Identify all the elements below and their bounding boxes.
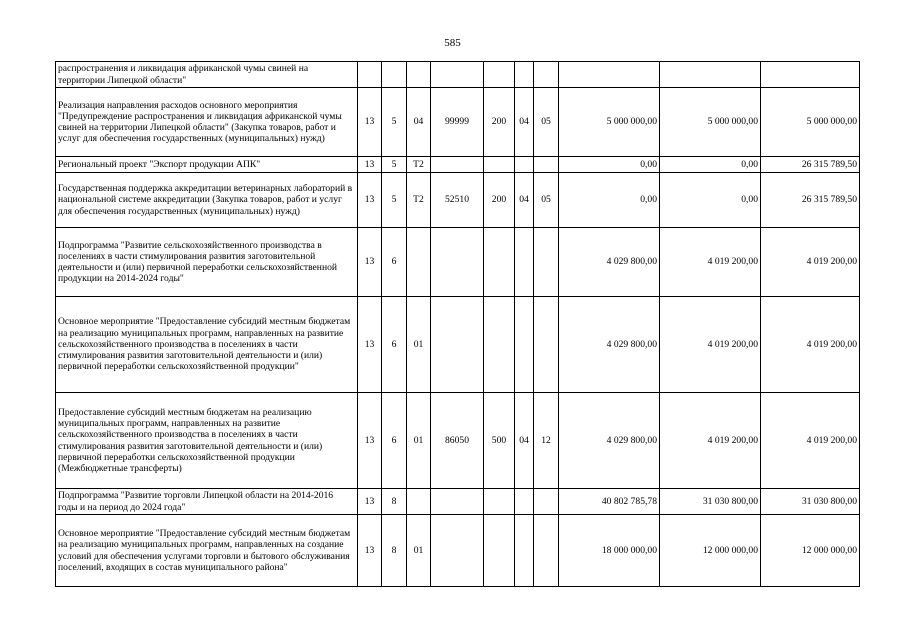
code-om-cell: T2: [407, 157, 431, 173]
amount-3-cell: 4 019 200,00: [761, 228, 860, 297]
row-name-cell: распространения и ликвидация африканской чумы свиней на территории Липецкой области": [56, 62, 358, 88]
amount-3-cell: 26 315 789,50: [761, 157, 860, 173]
code-section-cell: 04: [515, 393, 534, 489]
table-row: [56, 297, 860, 393]
code-pp-cell: 5: [382, 88, 407, 157]
code-gp-cell: [358, 62, 382, 88]
amount-2-cell: [660, 62, 761, 88]
code-subsection-cell: [534, 228, 559, 297]
code-subsection-cell: 05: [534, 173, 559, 228]
amount-1-cell: 0,00: [559, 173, 660, 228]
amount-3-cell: 26 315 789,50: [761, 173, 860, 228]
row-name-cell: Подпрограмма "Развитие торговли Липецкой области на 2014-2016 годы и на период до 2024 года": [56, 489, 358, 515]
row-name-cell: Основное мероприятие "Предоставление субсидий местным бюджетам на реализацию муниципальных программ, направленных на создание условий для обеспечения услугами торговли и бытового обслуживания поселений, входящих в состав муниципального района": [56, 515, 358, 587]
code-direction-cell: [431, 228, 484, 297]
code-section-cell: [515, 297, 534, 393]
code-section-cell: 04: [515, 173, 534, 228]
code-direction-cell: [431, 62, 484, 88]
code-direction-cell: [431, 157, 484, 173]
amount-2-cell: 0,00: [660, 173, 761, 228]
amount-2-cell: 5 000 000,00: [660, 88, 761, 157]
code-om-cell: 01: [407, 515, 431, 587]
table-row: [56, 88, 860, 157]
code-expense-type-cell: [484, 157, 515, 173]
code-section-cell: [515, 489, 534, 515]
code-expense-type-cell: 200: [484, 173, 515, 228]
table-row: [56, 62, 860, 88]
table-row: [56, 157, 860, 173]
code-gp-cell: 13: [358, 489, 382, 515]
amount-1-cell: 4 029 800,00: [559, 297, 660, 393]
table-row: [56, 173, 860, 228]
code-om-cell: T2: [407, 173, 431, 228]
row-name-cell: Реализация направления расходов основного мероприятия "Предупреждение распространения и ликвидация африканской чумы свиней на территории Липецкой области" (Закупка товаров, работ и услуг для обеспечения государственных (муниципальных) нужд): [56, 88, 358, 157]
code-gp-cell: 13: [358, 157, 382, 173]
code-gp-cell: 13: [358, 393, 382, 489]
row-name-cell: Региональный проект "Экспорт продукции АПК": [56, 157, 358, 173]
amount-1-cell: 5 000 000,00: [559, 88, 660, 157]
amount-1-cell: 4 029 800,00: [559, 393, 660, 489]
code-subsection-cell: 12: [534, 393, 559, 489]
amount-2-cell: 4 019 200,00: [660, 393, 761, 489]
code-direction-cell: [431, 515, 484, 587]
code-pp-cell: 5: [382, 173, 407, 228]
table-row: [56, 489, 860, 515]
code-subsection-cell: [534, 157, 559, 173]
code-expense-type-cell: 500: [484, 393, 515, 489]
amount-3-cell: 31 030 800,00: [761, 489, 860, 515]
code-section-cell: [515, 157, 534, 173]
code-expense-type-cell: [484, 489, 515, 515]
amount-3-cell: 4 019 200,00: [761, 393, 860, 489]
table-row: [56, 228, 860, 297]
code-pp-cell: 8: [382, 489, 407, 515]
amount-3-cell: 5 000 000,00: [761, 88, 860, 157]
code-subsection-cell: 05: [534, 88, 559, 157]
amount-3-cell: [761, 62, 860, 88]
table-row: [56, 515, 860, 587]
amount-1-cell: 18 000 000,00: [559, 515, 660, 587]
code-expense-type-cell: [484, 297, 515, 393]
code-subsection-cell: [534, 62, 559, 88]
row-name-cell: Подпрограмма "Развитие сельскохозяйственного производства в поселениях в части стимулирования развития заготовительной деятельности и (или) первичной переработки сельскохозяйственной продукции на 2014-2024 годы": [56, 228, 358, 297]
row-name-cell: Предоставление субсидий местным бюджетам на реализацию муниципальных программ, направленных на развитие сельскохозяйственного производства в поселениях в части стимулирования развития заготовительной деятельности и (или) первичной переработки сельскохозяйственной продукции (Межбюджетные трансферты): [56, 393, 358, 489]
code-om-cell: 04: [407, 88, 431, 157]
code-expense-type-cell: [484, 228, 515, 297]
amount-3-cell: 4 019 200,00: [761, 297, 860, 393]
code-section-cell: [515, 62, 534, 88]
code-pp-cell: [382, 62, 407, 88]
code-section-cell: [515, 228, 534, 297]
budget-table: [55, 61, 860, 587]
code-expense-type-cell: [484, 515, 515, 587]
amount-2-cell: 4 019 200,00: [660, 228, 761, 297]
row-name-cell: Основное мероприятие "Предоставление субсидий местным бюджетам на реализацию муниципальных программ, направленных на развитие сельскохозяйственного производства в поселениях в части стимулирования развития заготовительной деятельности и (или) первичной переработки сельскохозяйственной продукции": [56, 297, 358, 393]
amount-2-cell: 31 030 800,00: [660, 489, 761, 515]
code-subsection-cell: [534, 515, 559, 587]
page-number: 585: [444, 37, 461, 49]
code-gp-cell: 13: [358, 88, 382, 157]
code-pp-cell: 6: [382, 393, 407, 489]
code-om-cell: 01: [407, 393, 431, 489]
code-subsection-cell: [534, 297, 559, 393]
row-name-cell: Государственная поддержка аккредитации ветеринарных лабораторий в национальной системе аккредитации (Закупка товаров, работ и услуг для обеспечения государственных (муниципальных) нужд): [56, 173, 358, 228]
table-body: [56, 62, 860, 587]
code-gp-cell: 13: [358, 228, 382, 297]
code-om-cell: [407, 489, 431, 515]
code-section-cell: 04: [515, 88, 534, 157]
code-expense-type-cell: 200: [484, 88, 515, 157]
code-direction-cell: 86050: [431, 393, 484, 489]
code-om-cell: [407, 228, 431, 297]
amount-1-cell: 40 802 785,78: [559, 489, 660, 515]
amount-2-cell: 12 000 000,00: [660, 515, 761, 587]
code-pp-cell: 8: [382, 515, 407, 587]
amount-3-cell: 12 000 000,00: [761, 515, 860, 587]
code-direction-cell: 99999: [431, 88, 484, 157]
code-direction-cell: [431, 489, 484, 515]
code-om-cell: 01: [407, 297, 431, 393]
code-section-cell: [515, 515, 534, 587]
code-subsection-cell: [534, 489, 559, 515]
code-direction-cell: [431, 297, 484, 393]
amount-1-cell: 0,00: [559, 157, 660, 173]
table-row: [56, 393, 860, 489]
code-direction-cell: 52510: [431, 173, 484, 228]
code-pp-cell: 6: [382, 297, 407, 393]
amount-1-cell: [559, 62, 660, 88]
code-pp-cell: 6: [382, 228, 407, 297]
code-gp-cell: 13: [358, 173, 382, 228]
code-pp-cell: 5: [382, 157, 407, 173]
code-gp-cell: 13: [358, 515, 382, 587]
code-om-cell: [407, 62, 431, 88]
amount-2-cell: 4 019 200,00: [660, 297, 761, 393]
amount-2-cell: 0,00: [660, 157, 761, 173]
code-expense-type-cell: [484, 62, 515, 88]
amount-1-cell: 4 029 800,00: [559, 228, 660, 297]
code-gp-cell: 13: [358, 297, 382, 393]
